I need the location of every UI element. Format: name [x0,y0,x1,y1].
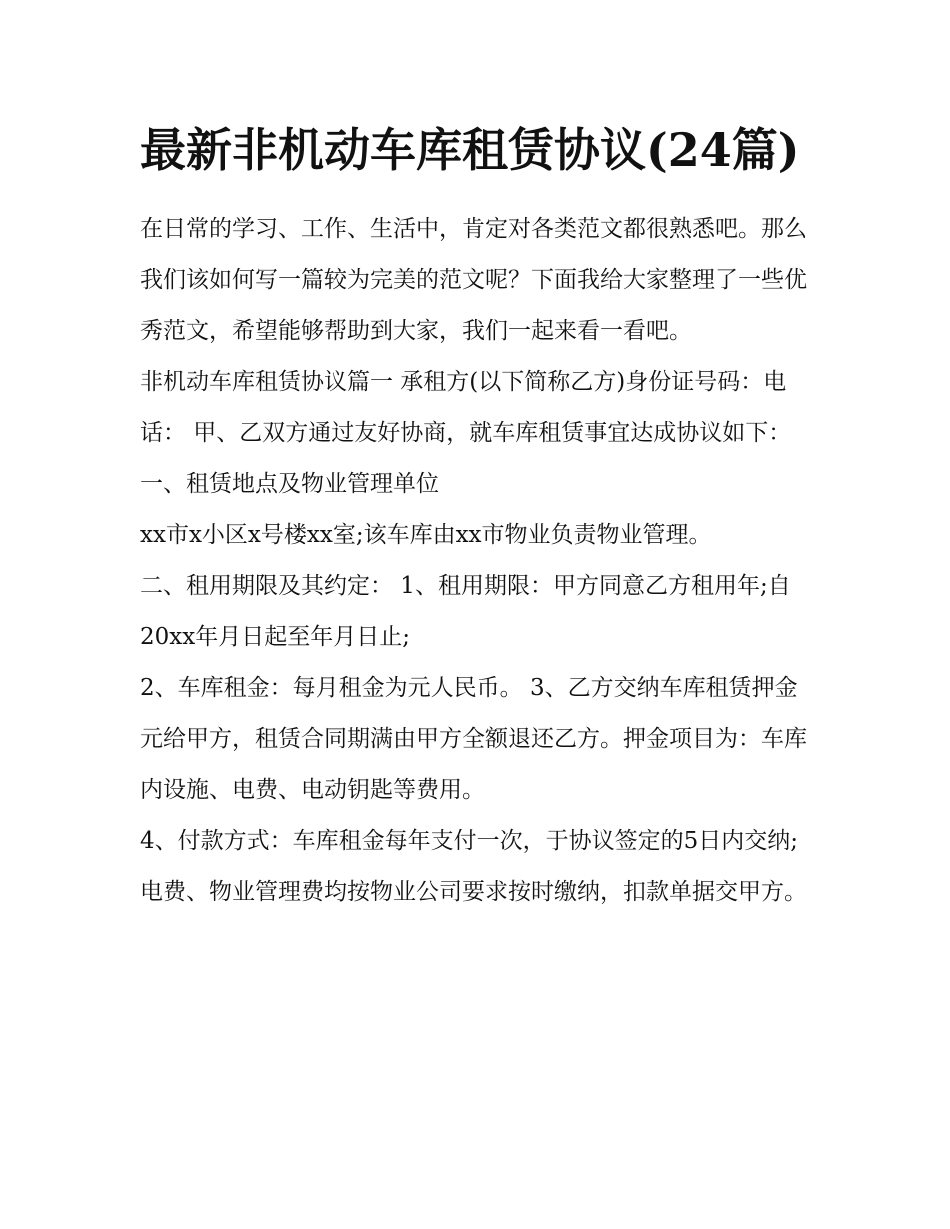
document-content [140,112,820,918]
document-title: 最新非机动车库租赁协议(24篇) [140,123,800,177]
paragraph-rent-deposit: 2、车库租金：每月租金为元人民币。 3、乙方交纳车库租赁押金元给甲方，租赁合同期满由甲方全额退还乙方。押金项目为：车库内设施、电费、电动钥匙等费用。 [140,675,807,803]
paragraph-term: 二、租用期限及其约定： 1、租用期限：甲方同意乙方租用年;自20xx年月日起至年月日止; [140,573,791,650]
paragraph-intro: 在日常的学习、工作、生活中，肯定对各类范文都很熟悉吧。那么我们该如何写一篇较为完美的范文呢？下面我给大家整理了一些优秀范文，希望能够帮助到大家，我们一起来看一看吧。 [140,216,807,344]
paragraph-payment: 4、付款方式：车库租金每年支付一次，于协议签定的5日内交纳;电费、物业管理费均按物业公司要求按时缴纳，扣款单据交甲方。 [140,828,807,905]
paragraph-agreement-header: 非机动车库租赁协议篇一 承租方(以下简称乙方)身份证号码：电话： 甲、乙双方通过友好协商，就车库租赁事宜达成协议如下： 一、租赁地点及物业管理单位 [140,369,792,497]
paragraph-location: xx市x小区x号楼xx室;该车库由xx市物业负责物业管理。 [140,522,712,548]
